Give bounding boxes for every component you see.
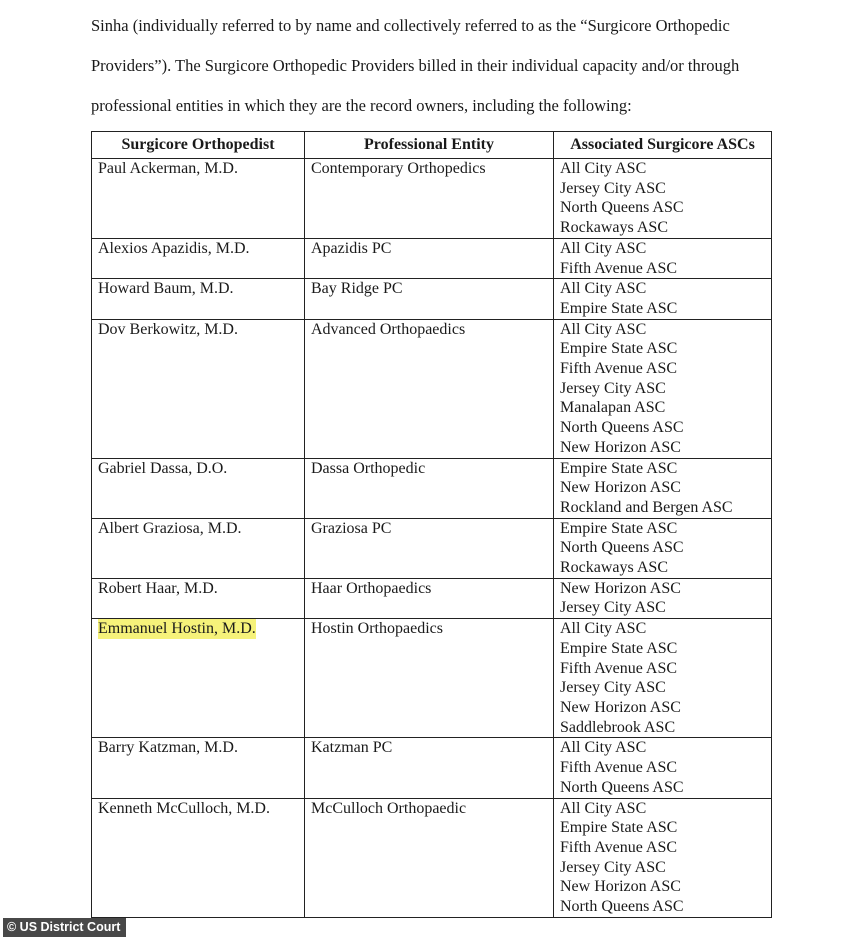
- orthopedist-name: Gabriel Dassa, D.O.: [98, 459, 228, 477]
- asc-item: North Queens ASC: [560, 419, 684, 437]
- orthopedist-name: Kenneth McCulloch, M.D.: [98, 799, 270, 817]
- orthopedist-cell: [92, 578, 305, 618]
- asc-item: Empire State ASC: [560, 519, 678, 537]
- professional-entity: Hostin Orthopaedics: [311, 620, 443, 638]
- asc-list: [560, 799, 765, 917]
- asc-list: [560, 239, 765, 278]
- asc-item: All City ASC: [560, 320, 647, 338]
- asc-item: Empire State ASC: [560, 299, 678, 317]
- asc-item: Jersey City ASC: [560, 679, 666, 697]
- professional-entity: Advanced Orthopaedics: [311, 320, 466, 338]
- asc-item: Jersey City ASC: [560, 179, 666, 197]
- entity-cell: [305, 458, 554, 518]
- asc-list: [560, 619, 765, 737]
- orthopedist-cell: [92, 238, 305, 278]
- asc-item: Saddlebrook ASC: [560, 718, 676, 736]
- asc-cell: [554, 238, 772, 278]
- professional-entity: McCulloch Orthopaedic: [311, 799, 467, 817]
- asc-item: Rockaways ASC: [560, 559, 668, 577]
- asc-cell: [554, 578, 772, 618]
- asc-item: New Horizon ASC: [560, 698, 681, 716]
- orthopedist-name: Paul Ackerman, M.D.: [98, 160, 238, 177]
- asc-item: All City ASC: [560, 280, 647, 298]
- asc-list: [560, 459, 765, 518]
- asc-item: Empire State ASC: [560, 459, 678, 477]
- orthopedist-cell: [92, 619, 305, 738]
- asc-cell: [554, 798, 772, 917]
- intro-paragraph: [91, 13, 791, 133]
- header-orthopedist: Surgicore Orthopedist: [92, 132, 305, 159]
- professional-entity: Apazidis PC: [311, 239, 392, 257]
- orthopedist-name-highlighted: Emmanuel Hostin, M.D.: [98, 620, 256, 638]
- table-body: [92, 159, 772, 918]
- table-row: [92, 619, 772, 738]
- asc-item: North Queens ASC: [560, 898, 684, 916]
- asc-cell: [554, 738, 772, 798]
- table-row: [92, 319, 772, 458]
- asc-list: [560, 738, 765, 797]
- entity-cell: [305, 738, 554, 798]
- table-row: [92, 159, 772, 239]
- table-row: [92, 279, 772, 319]
- asc-item: Empire State ASC: [560, 639, 678, 657]
- orthopedist-name: Robert Haar, M.D.: [98, 579, 218, 597]
- table-row: [92, 458, 772, 518]
- asc-cell: [554, 518, 772, 578]
- intro-line: Sinha (individually referred to by name and collectively referred to as the “Surgicore Orthopedic: [91, 16, 730, 35]
- asc-item: North Queens ASC: [560, 778, 684, 796]
- table-row: [92, 518, 772, 578]
- intro-line: Providers”). The Surgicore Orthopedic Providers billed in their individual capacity and/or through: [91, 56, 740, 75]
- orthopedist-name: Howard Baum, M.D.: [98, 280, 234, 298]
- professional-entity: Dassa Orthopedic: [311, 459, 426, 477]
- entity-cell: [305, 319, 554, 458]
- asc-item: All City ASC: [560, 799, 647, 817]
- orthopedist-name: Alexios Apazidis, M.D.: [98, 239, 250, 257]
- asc-item: North Queens ASC: [560, 199, 684, 217]
- asc-item: Jersey City ASC: [560, 599, 666, 617]
- asc-item: All City ASC: [560, 620, 647, 638]
- asc-item: All City ASC: [560, 160, 647, 177]
- asc-item: Fifth Avenue ASC: [560, 259, 678, 277]
- asc-item: Rockland and Bergen ASC: [560, 498, 733, 516]
- orthopedist-cell: [92, 159, 305, 239]
- header-associated-ascs: Associated Surgicore ASCs: [554, 132, 772, 159]
- header-professional-entity: Professional Entity: [305, 132, 554, 159]
- entity-cell: [305, 279, 554, 319]
- asc-item: Empire State ASC: [560, 819, 678, 837]
- asc-list: [560, 519, 765, 578]
- asc-item: Fifth Avenue ASC: [560, 360, 678, 378]
- asc-cell: [554, 458, 772, 518]
- asc-cell: [554, 159, 772, 239]
- asc-item: New Horizon ASC: [560, 438, 681, 456]
- asc-item: Manalapan ASC: [560, 399, 666, 417]
- professional-entity: Bay Ridge PC: [311, 280, 403, 298]
- providers-table: [91, 131, 772, 918]
- asc-cell: [554, 279, 772, 319]
- professional-entity: Katzman PC: [311, 739, 393, 757]
- entity-cell: [305, 159, 554, 239]
- asc-item: All City ASC: [560, 239, 647, 257]
- table-row: [92, 798, 772, 917]
- intro-line: professional entities in which they are the record owners, including the following:: [91, 96, 632, 115]
- photo-credit: © US District Court: [3, 918, 126, 937]
- asc-item: All City ASC: [560, 739, 647, 757]
- asc-cell: [554, 319, 772, 458]
- asc-item: Jersey City ASC: [560, 379, 666, 397]
- asc-item: North Queens ASC: [560, 539, 684, 557]
- orthopedist-cell: [92, 279, 305, 319]
- asc-item: New Horizon ASC: [560, 878, 681, 896]
- orthopedist-cell: [92, 319, 305, 458]
- entity-cell: [305, 518, 554, 578]
- asc-list: [560, 279, 765, 318]
- asc-item: Fifth Avenue ASC: [560, 759, 678, 777]
- professional-entity: Graziosa PC: [311, 519, 392, 537]
- asc-cell: [554, 619, 772, 738]
- entity-cell: [305, 238, 554, 278]
- asc-item: Rockaways ASC: [560, 219, 668, 237]
- asc-item: Jersey City ASC: [560, 858, 666, 876]
- entity-cell: [305, 578, 554, 618]
- entity-cell: [305, 619, 554, 738]
- table-header-row: [92, 132, 772, 159]
- table-row: [92, 738, 772, 798]
- asc-item: Fifth Avenue ASC: [560, 659, 678, 677]
- orthopedist-name: Barry Katzman, M.D.: [98, 739, 238, 757]
- orthopedist-cell: [92, 738, 305, 798]
- professional-entity: Haar Orthopaedics: [311, 579, 432, 597]
- asc-list: [560, 320, 765, 458]
- table-row: [92, 578, 772, 618]
- orthopedist-cell: [92, 798, 305, 917]
- asc-item: New Horizon ASC: [560, 479, 681, 497]
- asc-list: [560, 579, 765, 618]
- orthopedist-name: Albert Graziosa, M.D.: [98, 519, 242, 537]
- orthopedist-cell: [92, 458, 305, 518]
- asc-list: [560, 159, 765, 238]
- asc-item: New Horizon ASC: [560, 579, 681, 597]
- orthopedist-cell: [92, 518, 305, 578]
- professional-entity: Contemporary Orthopedics: [311, 160, 486, 177]
- asc-item: Empire State ASC: [560, 340, 678, 358]
- table-row: [92, 238, 772, 278]
- orthopedist-name: Dov Berkowitz, M.D.: [98, 320, 238, 338]
- entity-cell: [305, 798, 554, 917]
- asc-item: Fifth Avenue ASC: [560, 838, 678, 856]
